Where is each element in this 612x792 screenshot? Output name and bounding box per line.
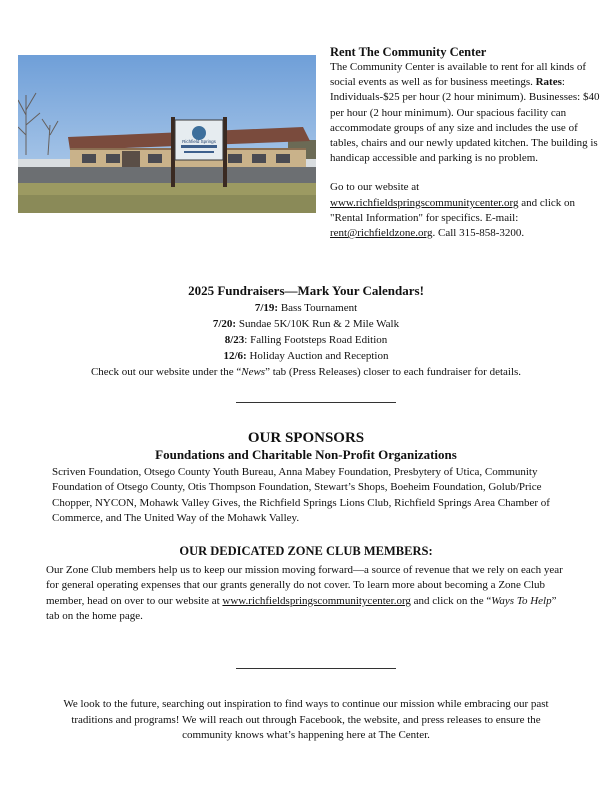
fundraiser-date: 7/20:	[212, 318, 237, 330]
website-intro: Go to our website at	[330, 181, 420, 194]
fundraiser-date: 7/19:	[254, 302, 279, 314]
fundraiser-name: : Falling Footsteps Road Edition	[244, 334, 388, 346]
fundraiser-date: 8/23	[224, 334, 245, 346]
zone-website-link[interactable]: www.richfieldspringscommunitycenter.org	[222, 594, 411, 607]
rent-section	[330, 45, 602, 241]
fundraiser-item	[30, 348, 582, 364]
rates-text: : Individuals-$25 per hour (2 hour minimum). Businesses: $40 per hour (2 hour minimum). Our spacious facility can accommodate groups of any size and includes the use of tables, chairs and our newly updated kitchen. The building is handicap accessible and parking is no problem.	[330, 76, 600, 165]
zone-text-before: Our Zone Club members help us to keep our mission moving forward—a source of revenue that we rely on each year for general operating expenses that our grants generally do not cover. To learn more about becoming a Zone Club member, head on over to our website at	[46, 564, 563, 607]
divider-line	[236, 668, 396, 669]
fundraisers-heading: 2025 Fundraisers—Mark Your Calendars!	[188, 283, 424, 298]
fundraiser-note	[30, 364, 582, 380]
zone-text-after: ” tab on the home page.	[46, 594, 557, 622]
closing-paragraph: We look to the future, searching out inspiration to find ways to continue our mission while embracing our past traditions and programs! We will reach out through Facebook, the website, and press releases to ensure the community knows what’s happening here at The Center.	[63, 698, 549, 741]
rent-intro: The Community Center is available to rent for all kinds of social events as well as for business meetings.	[330, 61, 586, 89]
note-after: ” tab (Press Releases) closer to each fundraiser for details.	[265, 366, 522, 378]
rent-title: Rent The Community Center	[330, 45, 487, 59]
rent-contact	[330, 180, 602, 241]
divider-line	[236, 402, 396, 403]
rent-body	[330, 60, 602, 166]
sponsors-subheading: Foundations and Charitable Non-Profit Organizations	[155, 447, 457, 462]
fundraiser-item	[30, 332, 582, 348]
ways-to-help-tab-name: Ways To Help	[491, 594, 552, 607]
fundraiser-name: Bass Tournament	[278, 302, 358, 314]
website-link[interactable]: www.richfieldspringscommunitycenter.org	[330, 196, 519, 209]
email-link[interactable]: rent@richfieldzone.org	[330, 227, 433, 240]
sign-text: Richfield Springs	[182, 139, 216, 144]
fundraiser-name: Sundae 5K/10K Run & 2 Mile Walk	[236, 318, 400, 330]
sponsors-section	[30, 430, 582, 526]
news-tab-name: News	[241, 366, 266, 378]
rates-label: Rates	[535, 76, 562, 89]
fundraisers-section	[30, 282, 582, 380]
sponsors-heading: OUR SPONSORS	[247, 430, 365, 446]
phone-text: . Call 315-858-3200.	[432, 227, 525, 240]
sponsors-list: Scriven Foundation, Otsego County Youth Bureau, Anna Mabey Foundation, Presbytery of Utica, Community Foundation of Otsego County, Otis Thompson Foundation, Stewart’s Shops, Boeheim Foundation, Golub/Price Chopper, NYCON, Mohawk Valley Gives, the Richfield Springs Lions Club, Richfield Springs Area Chamber of Commerce, and The United Way of the Mohawk Valley.	[52, 466, 550, 524]
note-before: Check out our website under the “	[90, 366, 242, 378]
fundraiser-item	[30, 300, 582, 316]
zone-body	[46, 563, 566, 624]
fundraiser-item	[30, 316, 582, 332]
fundraiser-name: Holiday Auction and Reception	[246, 350, 389, 362]
community-center-photo	[18, 55, 316, 213]
fundraiser-date: 12/6:	[223, 350, 247, 362]
zone-heading: OUR DEDICATED ZONE CLUB MEMBERS:	[179, 544, 433, 558]
website-after: and click on "Rental Information" for specifics. E-mail:	[330, 196, 576, 224]
zone-text-mid: and click on the “	[410, 594, 492, 607]
zone-club-section	[46, 543, 566, 624]
